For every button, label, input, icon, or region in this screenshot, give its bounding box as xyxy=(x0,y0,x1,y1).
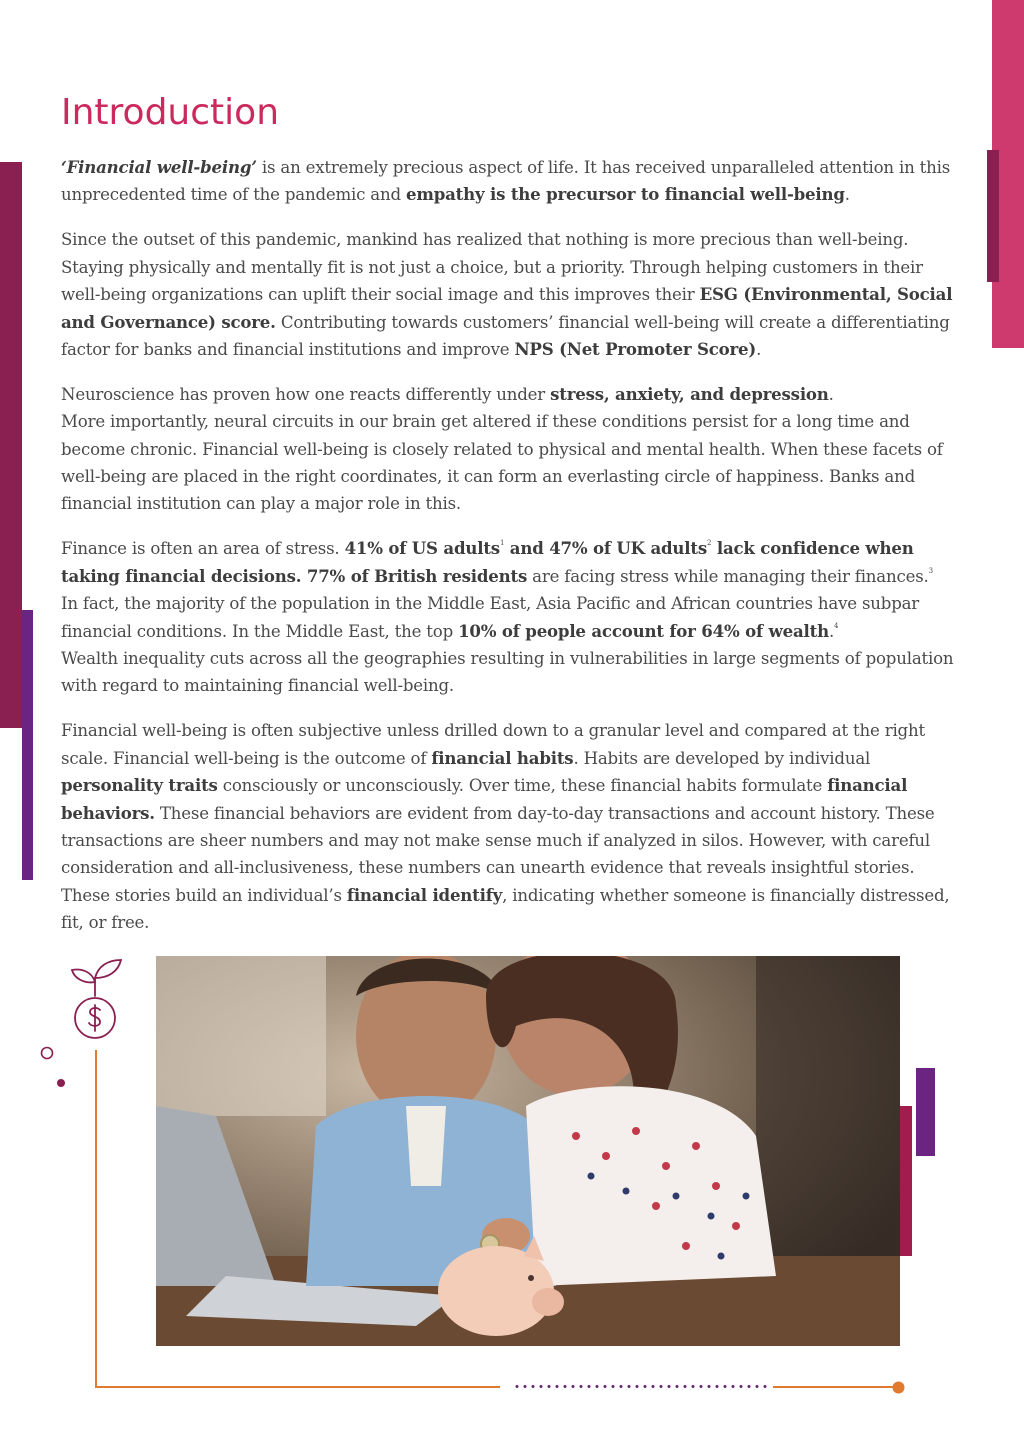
left-edge-bar-wine xyxy=(0,162,22,728)
connector-bottom-line-left xyxy=(95,1386,500,1388)
left-edge-bar-purple xyxy=(22,610,33,880)
paragraph-2: Since the outset of this pandemic, mankind has realized that nothing is more precious than well-being. Staying physically and mentally fit is not just a choice, but a priority. Through helping customers in their well-being organizations can uplift their social image and this improves their ESG (Environmental, Social and Governance) score. Contributing towards customers’ financial well-being will create a differentiating factor for banks and financial institutions and improve NPS (Net Promoter Score). xyxy=(61,230,953,359)
footnote-ref-3: 3 xyxy=(928,566,933,575)
page-title: Introduction xyxy=(61,92,280,133)
paragraph-3: Neuroscience has proven how one reacts differently under stress, anxiety, and depression. More importantly, neural circuits in our brain get altered if these conditions persist for a long time and become chronic. Financial well-being is closely related to physical and mental health. When these facets of well-being are placed in the right coordinates, it can form an everlasting circle of happiness. Banks and financial institution can play a major role in this. xyxy=(61,383,943,514)
footnote-ref-1: 1 xyxy=(499,539,505,548)
plant-coin-icon xyxy=(66,956,126,1042)
connector-end-dot xyxy=(892,1381,905,1394)
connector-dotted-line xyxy=(513,1385,769,1388)
photo-illustration xyxy=(156,956,900,1346)
right-edge-bar-wine xyxy=(987,150,999,282)
connector-bottom-line-right xyxy=(773,1386,896,1388)
paragraph-5: Financial well-being is often subjective unless drilled down to a granular level and compared at the right scale. Financial well-being is the outcome of financial habits. Habits are developed by individual personality traits consciously or unconsciously. Over time, these financial habits formulate financial behaviors. These financial behaviors are evident from day-to-day transactions and account history. These transactions are sheer numbers and may not make sense much if analyzed in silos. However, with careful consideration and all-inclusiveness, these numbers can unearth evidence that reveals insightful stories. These stories build an individual’s financial identify, indicating whether someone is financially distressed, fit, or free. xyxy=(61,721,950,933)
photo-side-bar-wine xyxy=(900,1106,912,1256)
body-text xyxy=(61,154,963,954)
footnote-ref-4: 4 xyxy=(834,621,839,630)
paragraph-4: Finance is often an area of stress. 41% of US adults$^1$ and 47% of UK adults$^2$ lack confidence when taking financial decisions. 77% of British residents are facing stress while managing their finances.$^3$ In fact, the majority of the population in the Middle East, Asia Pacific and African countries have subpar financial conditions. In the Middle East, the top 10% of people account for 64% of wealth.$^4$ Wealth inequality cuts across all the geographies resulting in vulnerabilities in large segments of population with regard to maintaining financial well-being. xyxy=(61,538,954,696)
couple-piggy-bank-photo xyxy=(156,956,900,1346)
connector-vertical-line xyxy=(95,1050,97,1388)
decorative-ring xyxy=(40,1046,54,1060)
decorative-dot xyxy=(56,1078,66,1088)
footnote-ref-2: 2 xyxy=(707,539,712,548)
paragraph-1: ‘Financial well-being’ is an extremely precious aspect of life. It has received unparalleled attention in this unprecedented time of the pandemic and empathy is the precursor to financial well-being. xyxy=(61,157,951,205)
photo-side-bar-purple xyxy=(916,1068,935,1156)
